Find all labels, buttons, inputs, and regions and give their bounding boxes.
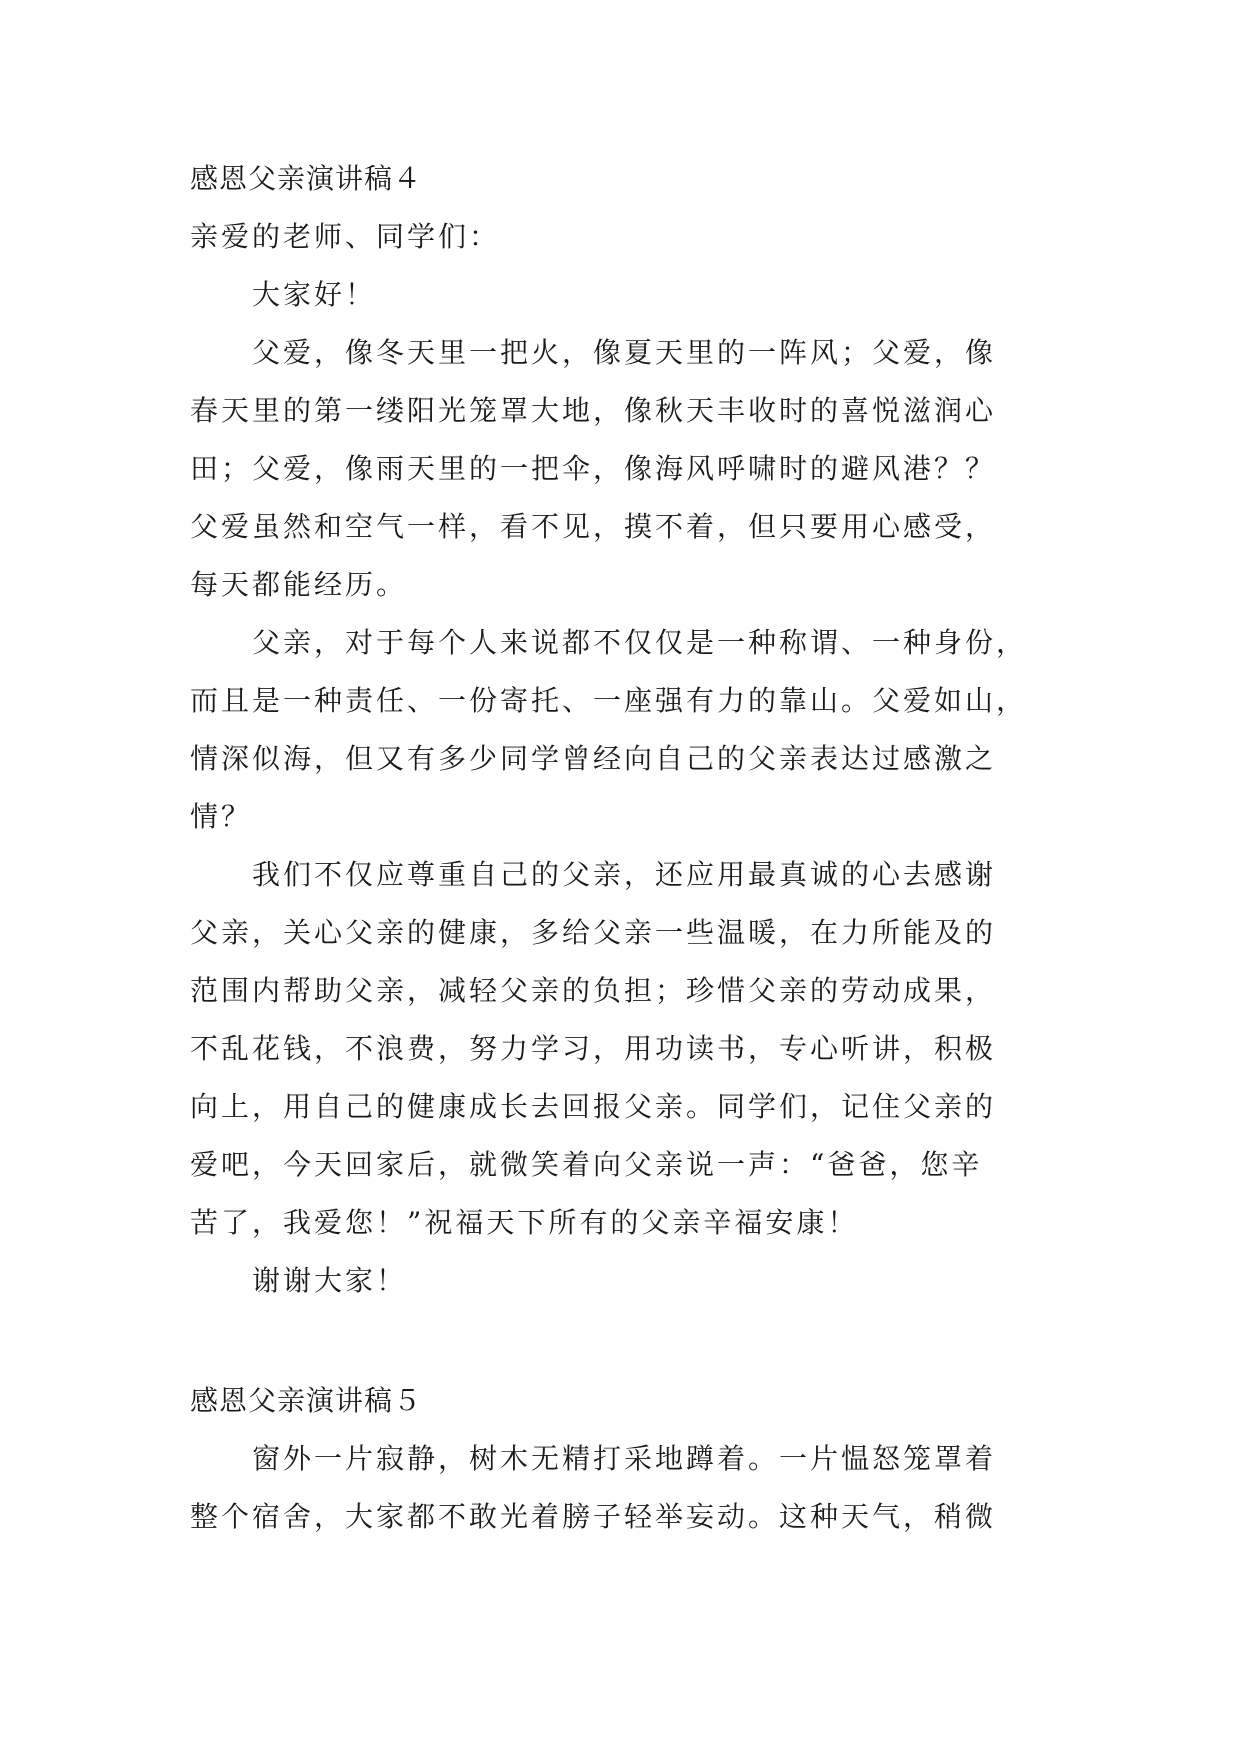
text-line: 情？ [190,800,253,833]
document-body [190,150,1050,1546]
closing: 谢谢大家！ [252,1264,408,1297]
text-line: 每天都能经历。 [190,568,408,601]
text-line: 窗外一片寂静，树木无精打采地蹲着。一片愠怒笼罩着 [252,1442,997,1475]
text-line: 苦了，我爱您！”祝福天下所有的父亲辛福安康！ [190,1206,859,1239]
salutation: 亲爱的老师、同学们： [190,220,501,253]
text-line: 整个宿舍，大家都不敢光着膀子轻举妄动。这种天气，稍微 [190,1500,997,1533]
paragraph [190,324,1050,614]
text-line: 范围内帮助父亲，减轻父亲的负担；珍惜父亲的劳动成果， [190,974,997,1007]
paragraph [190,614,1050,846]
text-line: 父爱虽然和空气一样，看不见，摸不着，但只要用心感受， [190,510,997,543]
text-line: 我们不仅应尊重自己的父亲，还应用最真诚的心去感谢 [252,858,997,891]
text-line: 田；父爱，像雨天里的一把伞，像海风呼啸时的避风港？？ [190,452,997,485]
section-4-title: 感恩父亲演讲稿４ [190,162,423,195]
text-line: 而且是一种责任、一份寄托、一座强有力的靠山。父爱如山， [190,684,1028,717]
text-line: 不乱花钱，不浪费，努力学习，用功读书，专心听讲，积极 [190,1032,997,1065]
text-line: 父亲，关心父亲的健康，多给父亲一些温暖，在力所能及的 [190,916,997,949]
section-spacer [190,1310,1050,1372]
text-line: 春天里的第一缕阳光笼罩大地，像秋天丰收时的喜悦滋润心 [190,394,997,427]
section-5-title: 感恩父亲演讲稿５ [190,1384,423,1417]
greeting: 大家好！ [252,278,377,311]
text-line: 情深似海，但又有多少同学曾经向自己的父亲表达过感激之 [190,742,997,775]
text-line: 向上，用自己的健康成长去回报父亲。同学们，记住父亲的 [190,1090,997,1123]
text-line: 父亲，对于每个人来说都不仅仅是一种称谓、一种身份， [252,626,1028,659]
text-line: 父爱，像冬天里一把火，像夏天里的一阵风；父爱，像 [252,336,997,369]
paragraph [190,1430,1050,1546]
text-line: 爱吧，今天回家后，就微笑着向父亲说一声：“爸爸，您辛 [190,1148,983,1181]
paragraph [190,846,1050,1252]
